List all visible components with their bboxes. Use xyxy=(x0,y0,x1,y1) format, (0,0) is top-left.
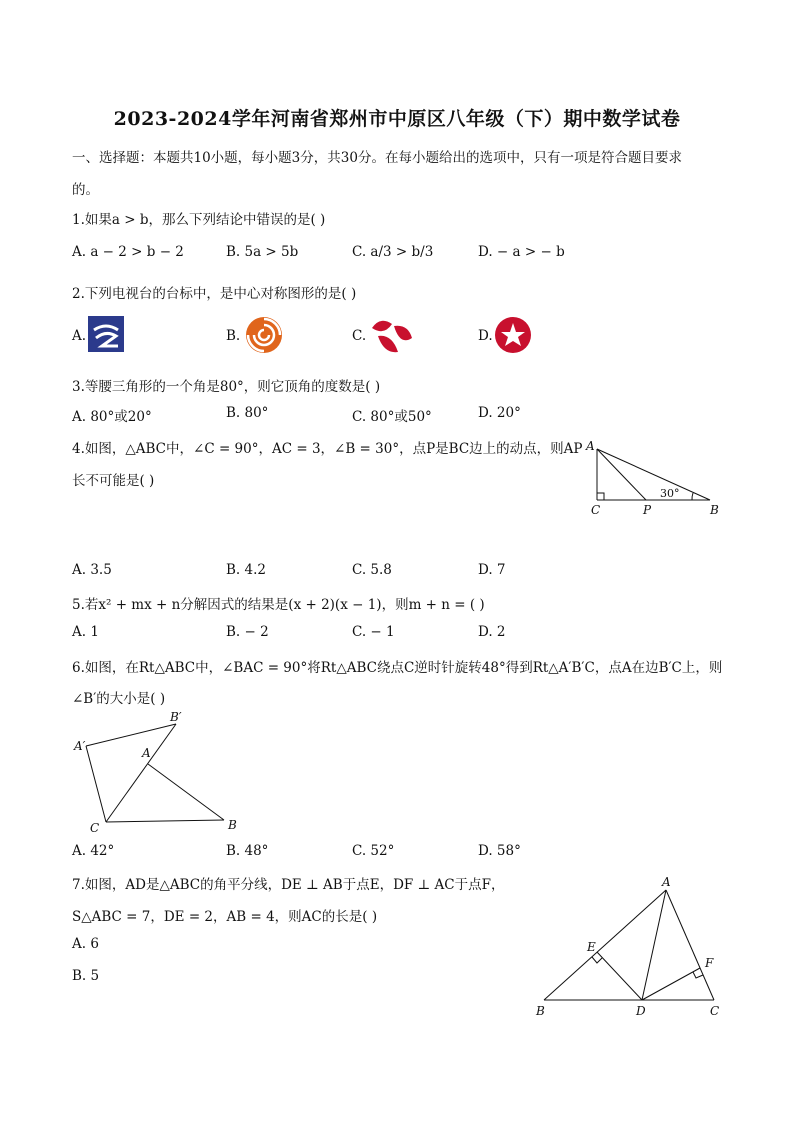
q6-option-d: D. 58° xyxy=(478,843,521,859)
q4-stem-line2: 长不可能是( ) xyxy=(72,473,155,489)
q4-option-b: B. 4.2 xyxy=(226,562,266,578)
q6-label-b: B xyxy=(228,818,237,832)
section-intro-line1: 一、选择题：本题共10小题，每小题3分，共30分。在每小题给出的选项中，只有一项是符合题目要求 xyxy=(72,150,682,166)
q4-label-b: B xyxy=(710,503,719,517)
q2-option-a: A. xyxy=(72,328,87,344)
q3-option-c: C. 80°或50° xyxy=(352,409,432,425)
q6-label-b1: B′ xyxy=(170,710,182,724)
q6-label-c: C xyxy=(90,821,100,835)
q5-stem: 5.若x² + mx + n分解因式的结果是(x + 2)(x − 1)，则m + n = ( ) xyxy=(72,597,485,613)
tv-logo-a-icon xyxy=(88,316,124,352)
q4-stem-line1: 4.如图，△ABC中，∠C = 90°，AC = 3，∠B = 30°，点P是BC边上的动点，则AP xyxy=(72,441,583,457)
q7-stem-line2: S△ABC = 7，DE = 2，AB = 4，则AC的长是( ) xyxy=(72,909,378,925)
q2-stem: 2.下列电视台的台标中，是中心对称图形的是( ) xyxy=(72,286,357,302)
q7-label-f: F xyxy=(705,956,714,970)
q6-option-b: B. 48° xyxy=(226,843,269,859)
q1-option-b: B. 5a > 5b xyxy=(226,244,299,260)
q2-option-b: B. xyxy=(226,328,241,344)
q3-stem: 3.等腰三角形的一个角是80°，则它顶角的度数是( ) xyxy=(72,379,381,395)
q4-triangle-figure xyxy=(580,436,726,522)
q1-option-c: C. a/3 > b/3 xyxy=(352,244,434,260)
q7-label-c: C xyxy=(710,1004,720,1018)
q7-option-a: A. 6 xyxy=(72,936,99,952)
q1-option-d: D. − a > − b xyxy=(478,244,565,260)
q3-option-a: A. 80°或20° xyxy=(72,409,152,425)
q7-bisector-figure xyxy=(530,872,730,1024)
q3-option-b: B. 80° xyxy=(226,405,269,421)
q5-option-d: D. 2 xyxy=(478,624,506,640)
q4-label-c: C xyxy=(591,503,601,517)
q4-label-a: A xyxy=(586,439,595,453)
q1-option-a: A. a − 2 > b − 2 xyxy=(72,244,184,260)
q1-stem: 1.如果a > b，那么下列结论中错误的是( ) xyxy=(72,212,326,228)
q7-option-b: B. 5 xyxy=(72,968,100,984)
q5-option-b: B. − 2 xyxy=(226,624,269,640)
q7-label-d: D xyxy=(636,1004,646,1018)
q7-stem-line1: 7.如图，AD是△ABC的角平分线，DE ⊥ AB于点E，DF ⊥ AC于点F， xyxy=(72,877,505,893)
q7-label-a: A xyxy=(662,875,671,889)
q4-option-d: D. 7 xyxy=(478,562,506,578)
q5-option-c: C. − 1 xyxy=(352,624,395,640)
tv-logo-b-icon xyxy=(244,315,284,355)
section-intro-line2: 的。 xyxy=(72,182,99,198)
q6-option-a: A. 42° xyxy=(72,843,115,859)
q4-option-a: A. 3.5 xyxy=(72,562,112,578)
q5-option-a: A. 1 xyxy=(72,624,99,640)
tv-logo-c-icon xyxy=(368,314,416,356)
q4-angle-label: 30° xyxy=(660,487,680,500)
q7-label-e: E xyxy=(587,940,596,954)
tv-logo-d-icon xyxy=(494,316,532,354)
q6-option-c: C. 52° xyxy=(352,843,395,859)
q3-option-d: D. 20° xyxy=(478,405,521,421)
q6-rotation-figure xyxy=(68,708,248,838)
q4-label-p: P xyxy=(643,503,652,517)
q7-label-b: B xyxy=(536,1004,545,1018)
q6-stem-line1: 6.如图，在Rt△ABC中，∠BAC = 90°将Rt△ABC绕点C逆时针旋转48°得到Rt△A′B′C，点A在边B′C上，则 xyxy=(72,660,723,676)
page-title: 2023-2024学年河南省郑州市中原区八年级（下）期中数学试卷 xyxy=(113,108,681,130)
q6-label-a1: A′ xyxy=(74,739,86,753)
q6-label-a: A xyxy=(142,746,151,760)
q4-option-c: C. 5.8 xyxy=(352,562,392,578)
q2-option-d: D. xyxy=(478,328,493,344)
q6-stem-line2: ∠B′的大小是( ) xyxy=(72,691,166,707)
q2-option-c: C. xyxy=(352,328,367,344)
